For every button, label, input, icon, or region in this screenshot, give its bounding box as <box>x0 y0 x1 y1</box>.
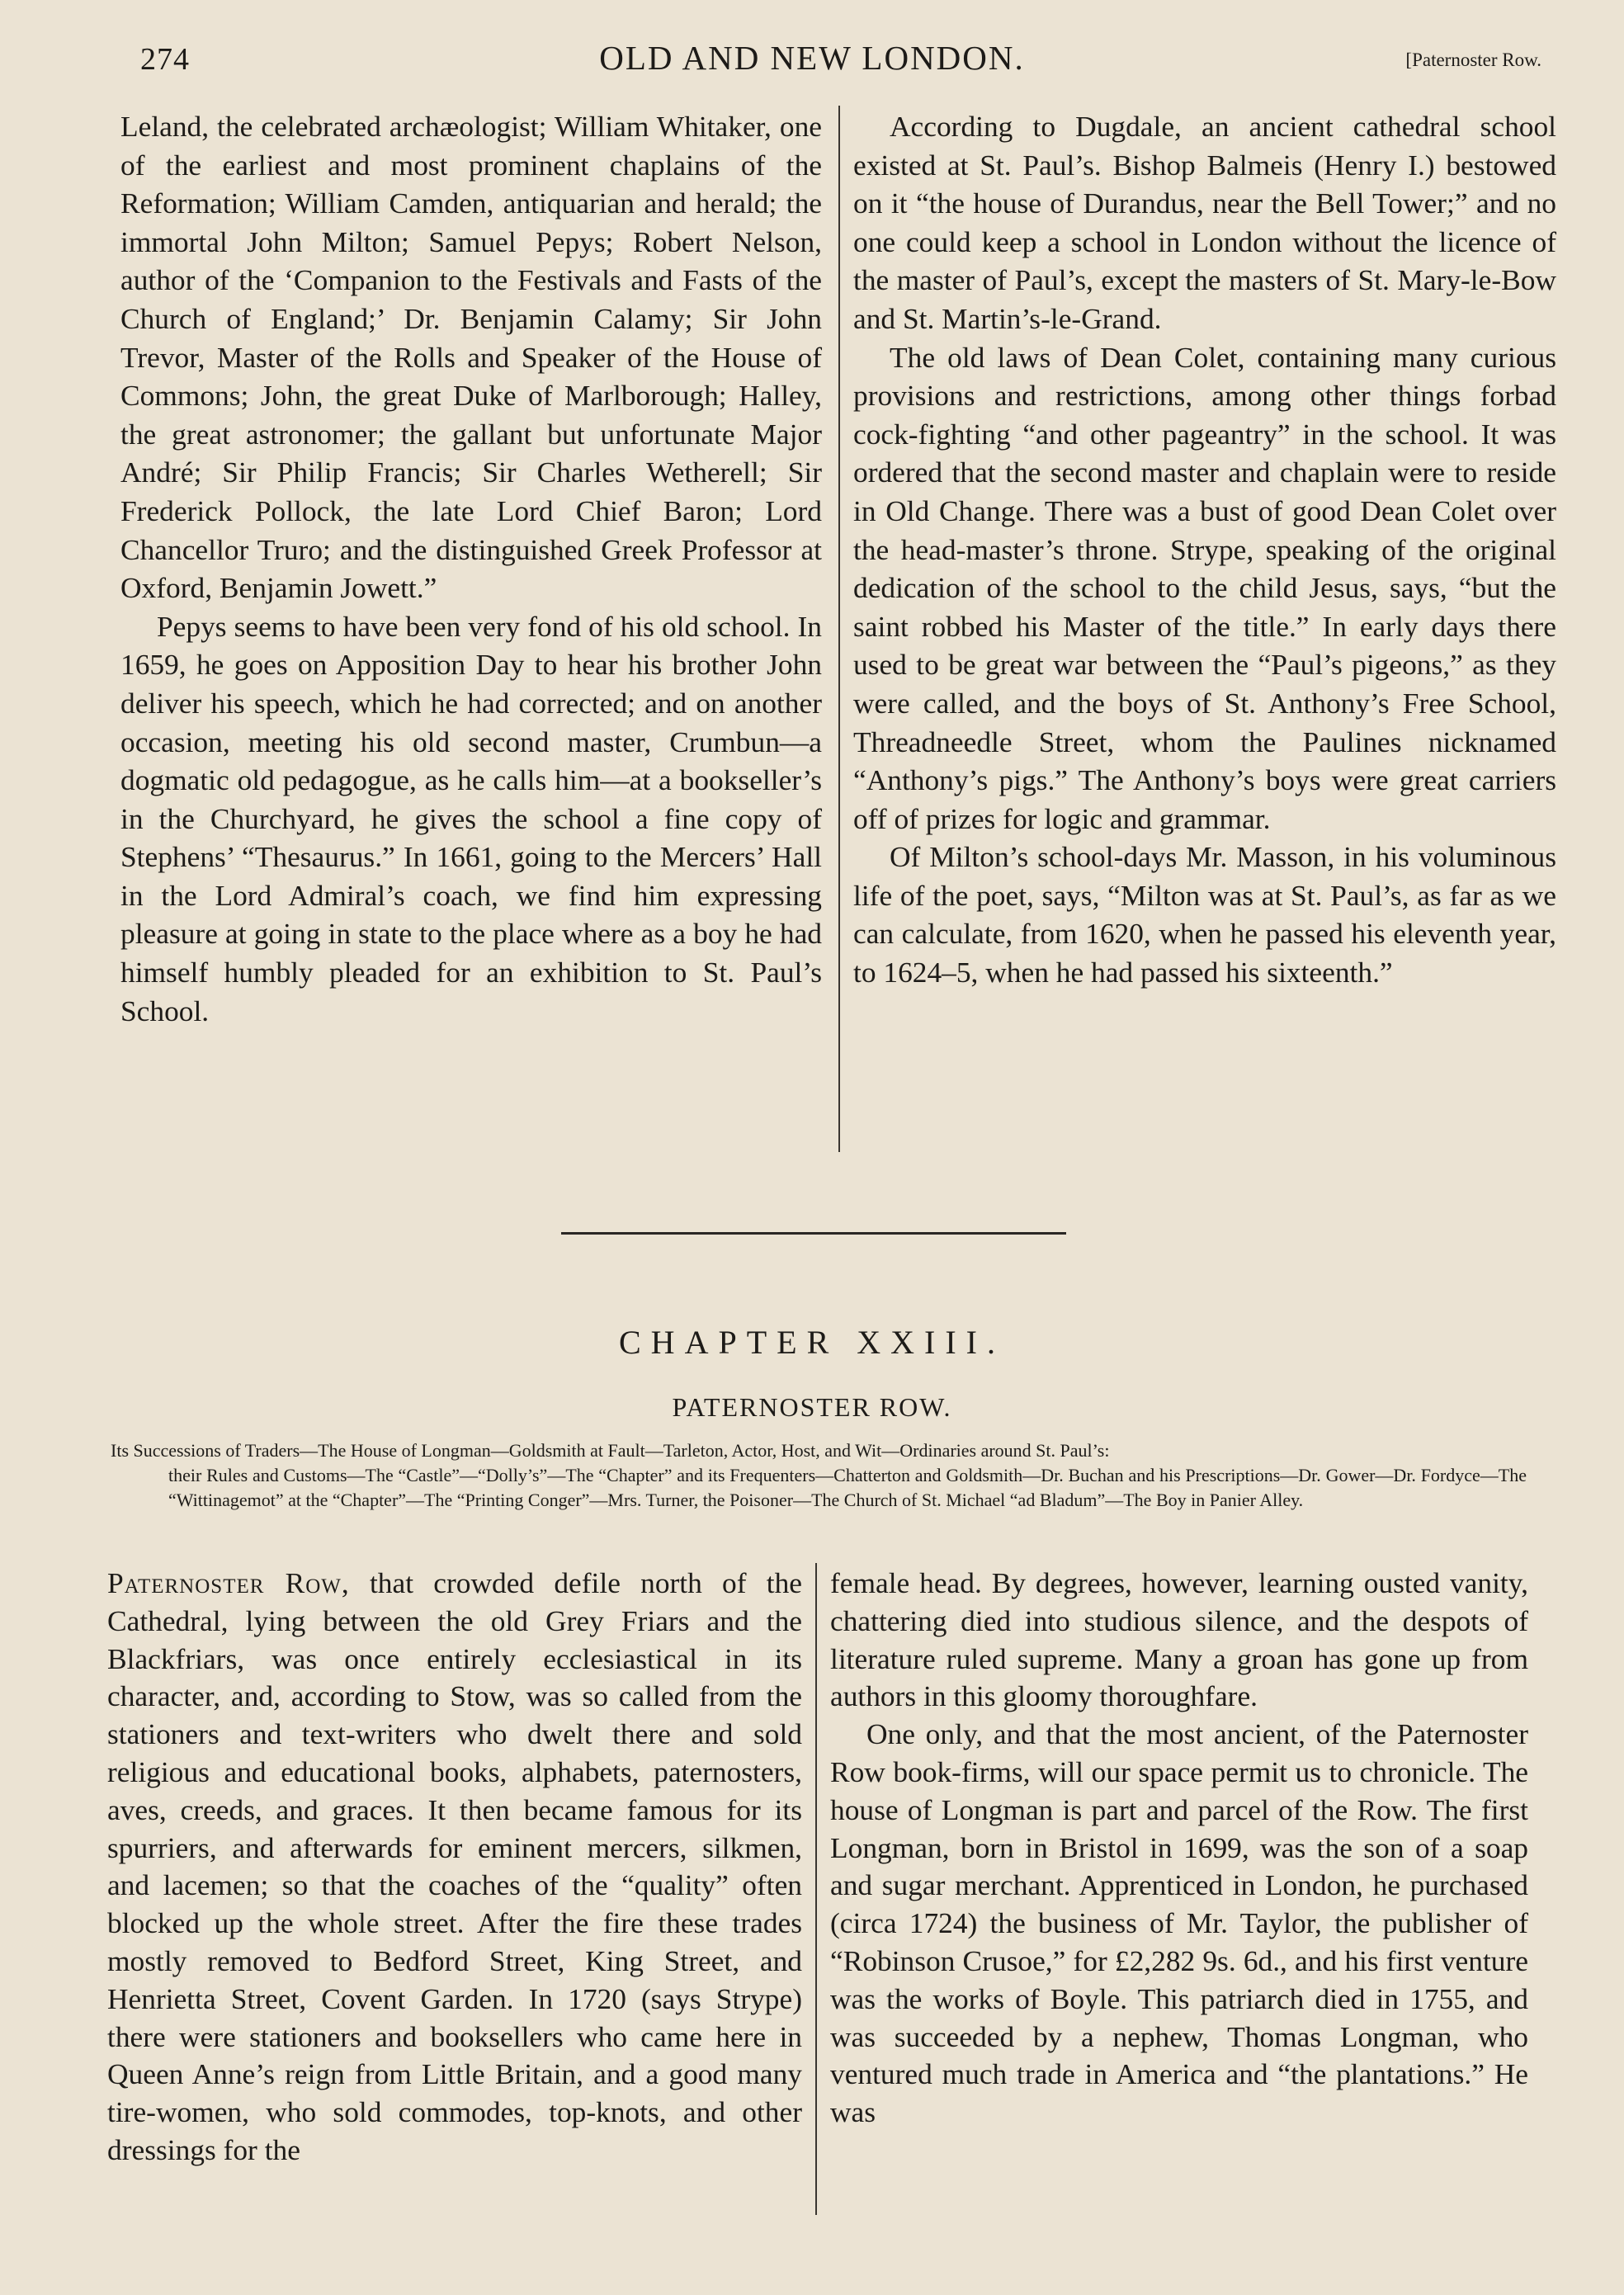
synopsis-first-line: Its Successions of Traders—The House of Longman—Goldsmith at Fault—Tarleton, Actor, Host, and Wit—Ordinaries around St. Paul’s: <box>111 1440 1110 1461</box>
bottom-left-column <box>107 1565 802 2170</box>
paragraph: Of Milton’s school-days Mr. Masson, in his voluminous life of the poet, says, “Milton was at St. Paul’s, as far as we can calculate, from 1620, when he passed his eleventh year, to 1624–5, when he had passed his sixteenth.” <box>853 840 1556 989</box>
running-title: OLD AND NEW LONDON. <box>599 39 1025 77</box>
opening-words: Paternoster Row, <box>107 1566 350 1599</box>
page-number: 274 <box>140 42 190 77</box>
section-divider-rule <box>561 1232 1066 1235</box>
chapter-heading: CHAPTER XXIII. <box>619 1324 1005 1361</box>
chapter-synopsis <box>111 1438 1527 1513</box>
paragraph: One only, and that the most ancient, of the Paternoster Row book-firms, will our space permit us to chronicle. The house of Longman is part and parcel of the Row. The first Longman, born in Bristol in 1699, was the son of a soap and sugar merchant. Apprenticed in London, he purchased (circa 1724) the business of Mr. Taylor, the publisher of “Robinson Crusoe,” for £2,282 9s. 6d., and his first venture was the works of Boyle. This patriarch died in 1755, and was succeeded by a nephew, Thomas Longman, who ventured much trade in America and “the plantations.” He was <box>830 1717 1528 2129</box>
column-divider <box>815 1563 817 2215</box>
top-left-column <box>120 107 822 1030</box>
paragraph: According to Dugdale, an ancient cathedral school existed at St. Paul’s. Bishop Balmeis (Henry I.) bestowed on it “the house of Durandus, near the Bell Tower;” and no one could keep a school in London without the licence of the master of Paul’s, except the masters of St. Mary-le-Bow and St. Martin’s-le-Grand. <box>853 110 1556 335</box>
chapter-title: PATERNOSTER ROW. <box>672 1392 952 1422</box>
bottom-right-column <box>830 1565 1528 2132</box>
column-divider <box>838 106 840 1152</box>
paragraph-body: that crowded defile north of the Cathedral, lying between the old Grey Friars and the Blackfriars, was once entirely ecclesiastical in its character, and, according to Stow, was so called from the stationers and text-writers who dwelt there and sold religious and educational books, alphabets, paternosters, aves, creeds, and graces. It then became famous for its spurriers, and afterwards for eminent mercers, silkmen, and lacemen; so that the coaches of the “quality” often blocked up the whole street. After the fire these trades mostly removed to Bedford Street, King Street, and Henrietta Street, Covent Garden. In 1720 (says Strype) there were stationers and booksellers who came here in Queen Anne’s reign from Little Britain, and a good many tire-women, who sold commodes, top-knots, and other dressings for the <box>107 1566 802 2166</box>
synopsis-continuation: their Rules and Customs—The “Castle”—“Dolly’s”—The “Chapter” and its Frequenters—Chatterton and Goldsmith—Dr. Buchan and his Prescriptions—Dr. Gower—Dr. Fordyce—The “Wittinagemot” at the “Chapter”—The “Printing Conger”—Mrs. Turner, the Poisoner—The Church of St. Michael “ad Bladum”—The Boy in Panier Alley. <box>168 1465 1527 1510</box>
paragraph <box>107 1565 802 2170</box>
paragraph: Leland, the celebrated archæologist; William Whitaker, one of the earliest and most prominent chaplains of the Reformation; William Camden, antiquarian and herald; the immortal John Milton; Samuel Pepys; Robert Nelson, author of the ‘Companion to the Festivals and Fasts of the Church of England;’ Dr. Benjamin Calamy; Sir John Trevor, Master of the Rolls and Speaker of the House of Commons; John, the great Duke of Marlborough; Halley, the great astronomer; the gallant but unfortunate Major André; Sir Philip Francis; Sir Charles Wetherell; Sir Frederick Pollock, the late Lord Chief Baron; Lord Chancellor Truro; and the distinguished Greek Professor at Oxford, Benjamin Jowett.” <box>120 110 822 605</box>
paragraph: The old laws of Dean Colet, containing many curious provisions and restrictions, among other things forbad cock-fighting “and other pageantry” in the school. It was ordered that the second master and chaplain were to reside in Old Change. There was a bust of good Dean Colet over the head-master’s throne. Strype, speaking of the original dedication of the school to the child Jesus, says, “but the saint robbed his Master of the title.” In early days there used to be great war between the “Paul’s pigeons,” as they were called, and the boys of St. Anthony’s Free School, Threadneedle Street, whom the Paulines nicknamed “Anthony’s pigs.” The Anthony’s boys were great carriers off of prizes for logic and grammar. <box>853 340 1556 835</box>
running-section-title: [Paternoster Row. <box>1405 50 1541 70</box>
top-right-column <box>853 107 1556 992</box>
paragraph: female head. By degrees, however, learning ousted vanity, chattering died into studious silence, and the despots of literature ruled supreme. Many a groan has gone up from authors in this gloomy thoroughfare. <box>830 1566 1528 1713</box>
paragraph: Pepys seems to have been very fond of his old school. In 1659, he goes on Apposition Day to hear his brother John deliver his speech, which he had corrected; and on another occasion, meeting his old second master, Crumbun—a dogmatic old pedagogue, as he calls him—at a bookseller’s in the Churchyard, he gives the school a fine copy of Stephens’ “Thesaurus.” In 1661, going to the Mercers’ Hall in the Lord Admiral’s coach, we find him expressing pleasure at going in state to the place where as a boy he had himself humbly pleaded for an exhibition to St. Paul’s School. <box>120 609 822 1027</box>
